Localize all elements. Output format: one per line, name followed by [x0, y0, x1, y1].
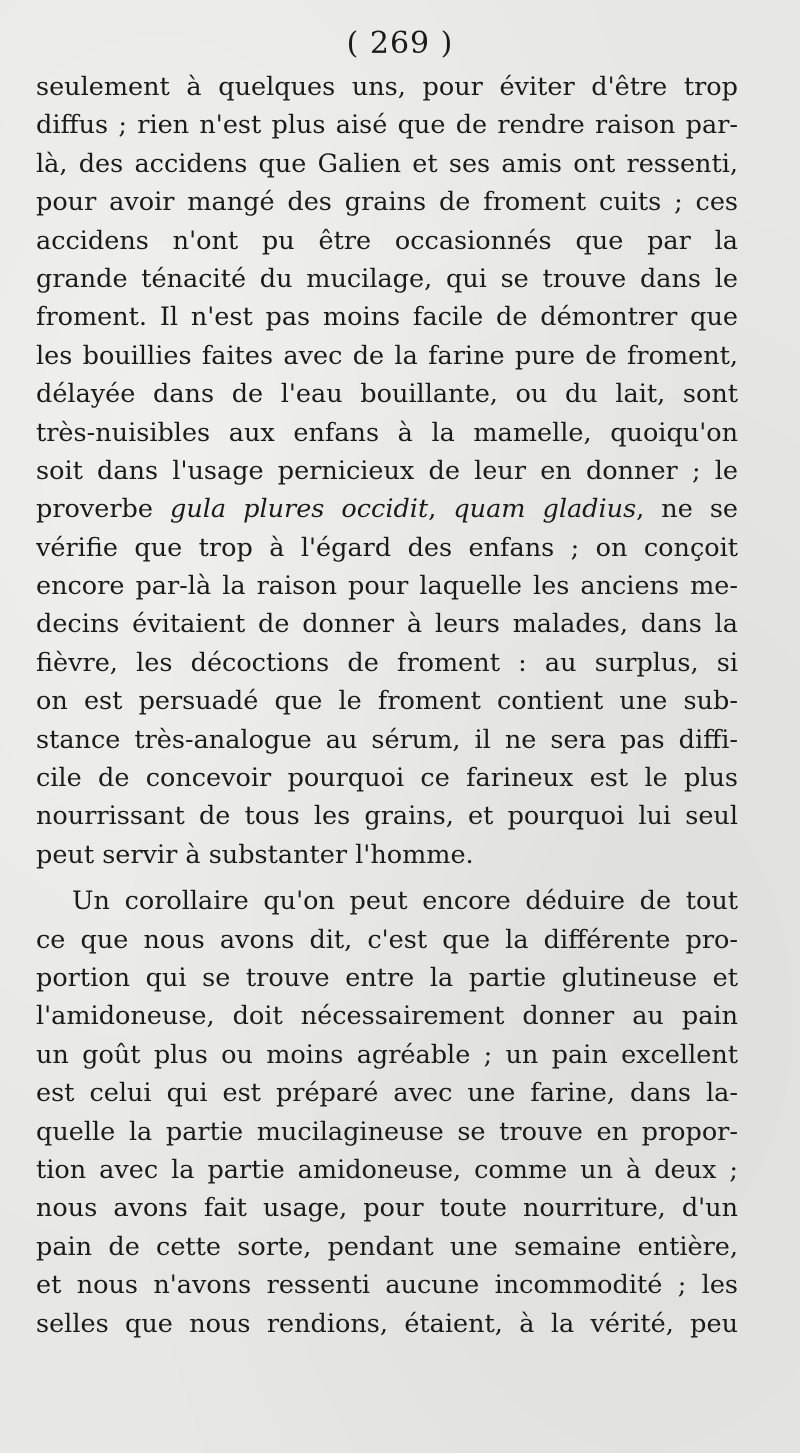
paragraph-2 — [36, 882, 738, 1343]
text-line: fièvre, les décoctions de froment : au surplus, si — [36, 647, 738, 678]
text-line: très-nuisibles aux enfans à la mamelle, quoiqu'on — [36, 417, 738, 448]
text-line: pain de cette sorte, pendant une semaine entière, — [36, 1231, 738, 1262]
text-line: quelle la partie mucilagineuse se trouve en propor- — [36, 1116, 738, 1147]
text-line: accidens n'ont pu être occasionnés que par la — [36, 225, 738, 256]
text-line: peut servir à substanter l'homme. — [36, 839, 474, 870]
text-line: ce que nous avons dit, c'est que la différente pro- — [36, 924, 738, 955]
text-line: selles que nous rendions, étaient, à la vérité, peu — [36, 1308, 738, 1339]
text-line: decins évitaient de donner à leurs malades, dans la — [36, 609, 738, 640]
text-line: est celui qui est préparé avec une farine, dans la- — [36, 1078, 738, 1109]
latin-quote-1: gula plures occidit — [170, 494, 429, 525]
text-line: soit dans l'usage pernicieux de leur en donner ; le — [36, 455, 738, 486]
text-line: stance très-analogue au sérum, il ne sera pas diffi- — [36, 724, 738, 755]
text-line: là, des accidens que Galien et ses amis ont ressenti, — [36, 148, 738, 179]
text-line: froment. Il n'est pas moins facile de démontrer que — [36, 302, 738, 333]
text-line: vérifie que trop à l'égard des enfans ; on conçoit — [36, 532, 738, 563]
text-line: on est persuadé que le froment contient une sub- — [36, 686, 738, 717]
proverb-before: proverbe — [36, 494, 170, 525]
proverb-after: , ne se — [636, 494, 738, 525]
text-line: seulement à quelques uns, pour éviter d'être trop — [36, 72, 738, 102]
proverb-middle: , — [428, 494, 454, 525]
text-line: les bouillies faites avec de la farine pure de froment, — [36, 340, 738, 371]
text-line: délayée dans de l'eau bouillante, ou du lait, sont — [36, 379, 738, 410]
text-line: nourrissant de tous les grains, et pourquoi lui seul — [36, 801, 738, 832]
text-line: nous avons fait usage, pour toute nourriture, d'un — [36, 1193, 738, 1224]
text-line: portion qui se trouve entre la partie glutineuse et — [36, 962, 738, 993]
body-text — [36, 68, 738, 1343]
text-line: Un corollaire qu'on peut encore déduire de tout — [72, 886, 738, 917]
text-line: cile de concevoir pourquoi ce farineux est le plus — [36, 763, 738, 794]
text-line: encore par-là la raison pour laquelle les anciens me- — [36, 571, 738, 602]
page-number: ( 269 ) — [346, 26, 454, 61]
text-line: un goût plus ou moins agréable ; un pain excellent — [36, 1039, 738, 1070]
text-line: et nous n'avons ressenti aucune incommodité ; les — [36, 1270, 738, 1301]
paragraph-gap — [36, 874, 738, 882]
text-line: grande ténacité du mucilage, qui se trouve dans le — [36, 263, 738, 294]
paragraph-1 — [36, 68, 738, 874]
text-line: diffus ; rien n'est plus aisé que de rendre raison par- — [36, 110, 738, 141]
text-line: l'amidoneuse, doit nécessairement donner au pain — [36, 1001, 738, 1032]
proverb-line — [36, 490, 738, 528]
text-line: tion avec la partie amidoneuse, comme un à deux ; — [36, 1154, 738, 1185]
latin-quote-2: quam gladius — [453, 494, 637, 525]
text-line: pour avoir mangé des grains de froment cuits ; ces — [36, 187, 738, 218]
